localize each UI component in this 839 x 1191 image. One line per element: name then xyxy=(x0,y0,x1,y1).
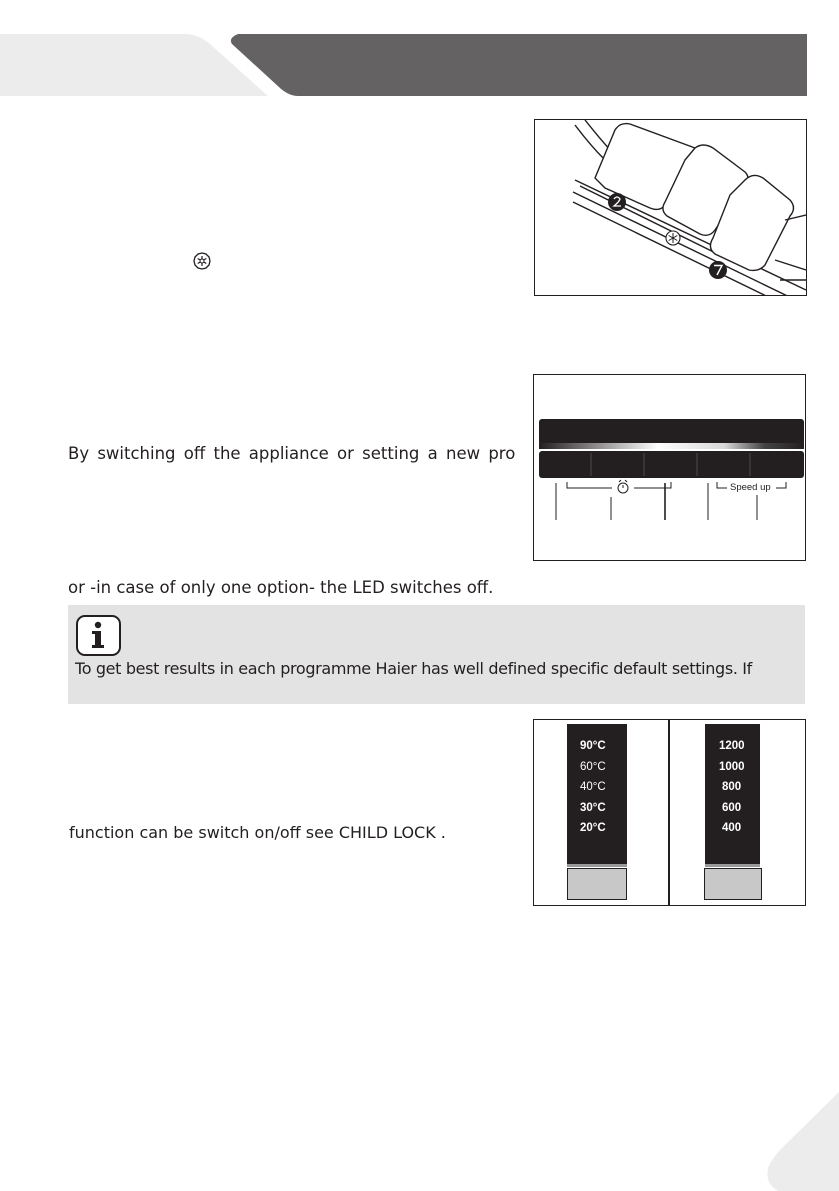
detergent-drawer-drawing xyxy=(535,120,806,295)
paragraph-line-1: By switching off the appliance or setting a new pro xyxy=(68,444,516,463)
header-dark-band xyxy=(231,34,807,96)
note-box xyxy=(68,605,805,704)
marker-7 xyxy=(709,261,727,279)
delay-timer-icon xyxy=(618,480,628,493)
header-light-tab xyxy=(0,34,268,96)
temp-40: 40°C xyxy=(580,781,606,793)
spin-button xyxy=(704,868,762,900)
panel-sheen xyxy=(539,443,804,449)
spin-1000: 1000 xyxy=(719,761,745,773)
paragraph-line-3: function can be switch on/off see CHILD LOCK . xyxy=(69,823,446,842)
spin-800: 800 xyxy=(722,781,742,793)
info-icon xyxy=(76,615,121,656)
note-text: To get best results in each programme Haier has well defined specific default settings. If xyxy=(75,659,752,678)
page-header xyxy=(0,0,839,110)
temp-20: 20°C xyxy=(580,822,606,834)
drawer-prewash-icon xyxy=(666,231,680,245)
spin-400: 400 xyxy=(722,822,742,834)
temp-90: 90°C xyxy=(580,740,606,752)
temperature-panel-edge xyxy=(567,864,627,867)
marker-2 xyxy=(608,193,626,211)
speed-up-label: Speed up xyxy=(730,482,771,493)
spin-600: 600 xyxy=(722,802,742,814)
panel-top-bar xyxy=(539,419,804,445)
control-panel-drawing xyxy=(534,375,805,560)
figure-divider xyxy=(668,720,670,905)
spin-panel-edge xyxy=(705,864,760,867)
detergent-drawer-figure xyxy=(534,119,807,296)
detergent-prewash-icon xyxy=(193,252,211,270)
panel-button-bar xyxy=(539,451,804,478)
temperature-button xyxy=(567,868,627,900)
temp-30: 30°C xyxy=(580,802,606,814)
spin-1200: 1200 xyxy=(719,740,745,752)
spin-panel xyxy=(705,724,760,864)
temperature-panel xyxy=(567,724,627,864)
paragraph-line-2: or -in case of only one option- the LED switches off. xyxy=(68,578,494,597)
temperature-spin-figure xyxy=(533,719,806,906)
temp-60: 60°C xyxy=(580,761,606,773)
control-panel-figure xyxy=(533,374,806,561)
page-corner-tab xyxy=(760,1090,839,1191)
